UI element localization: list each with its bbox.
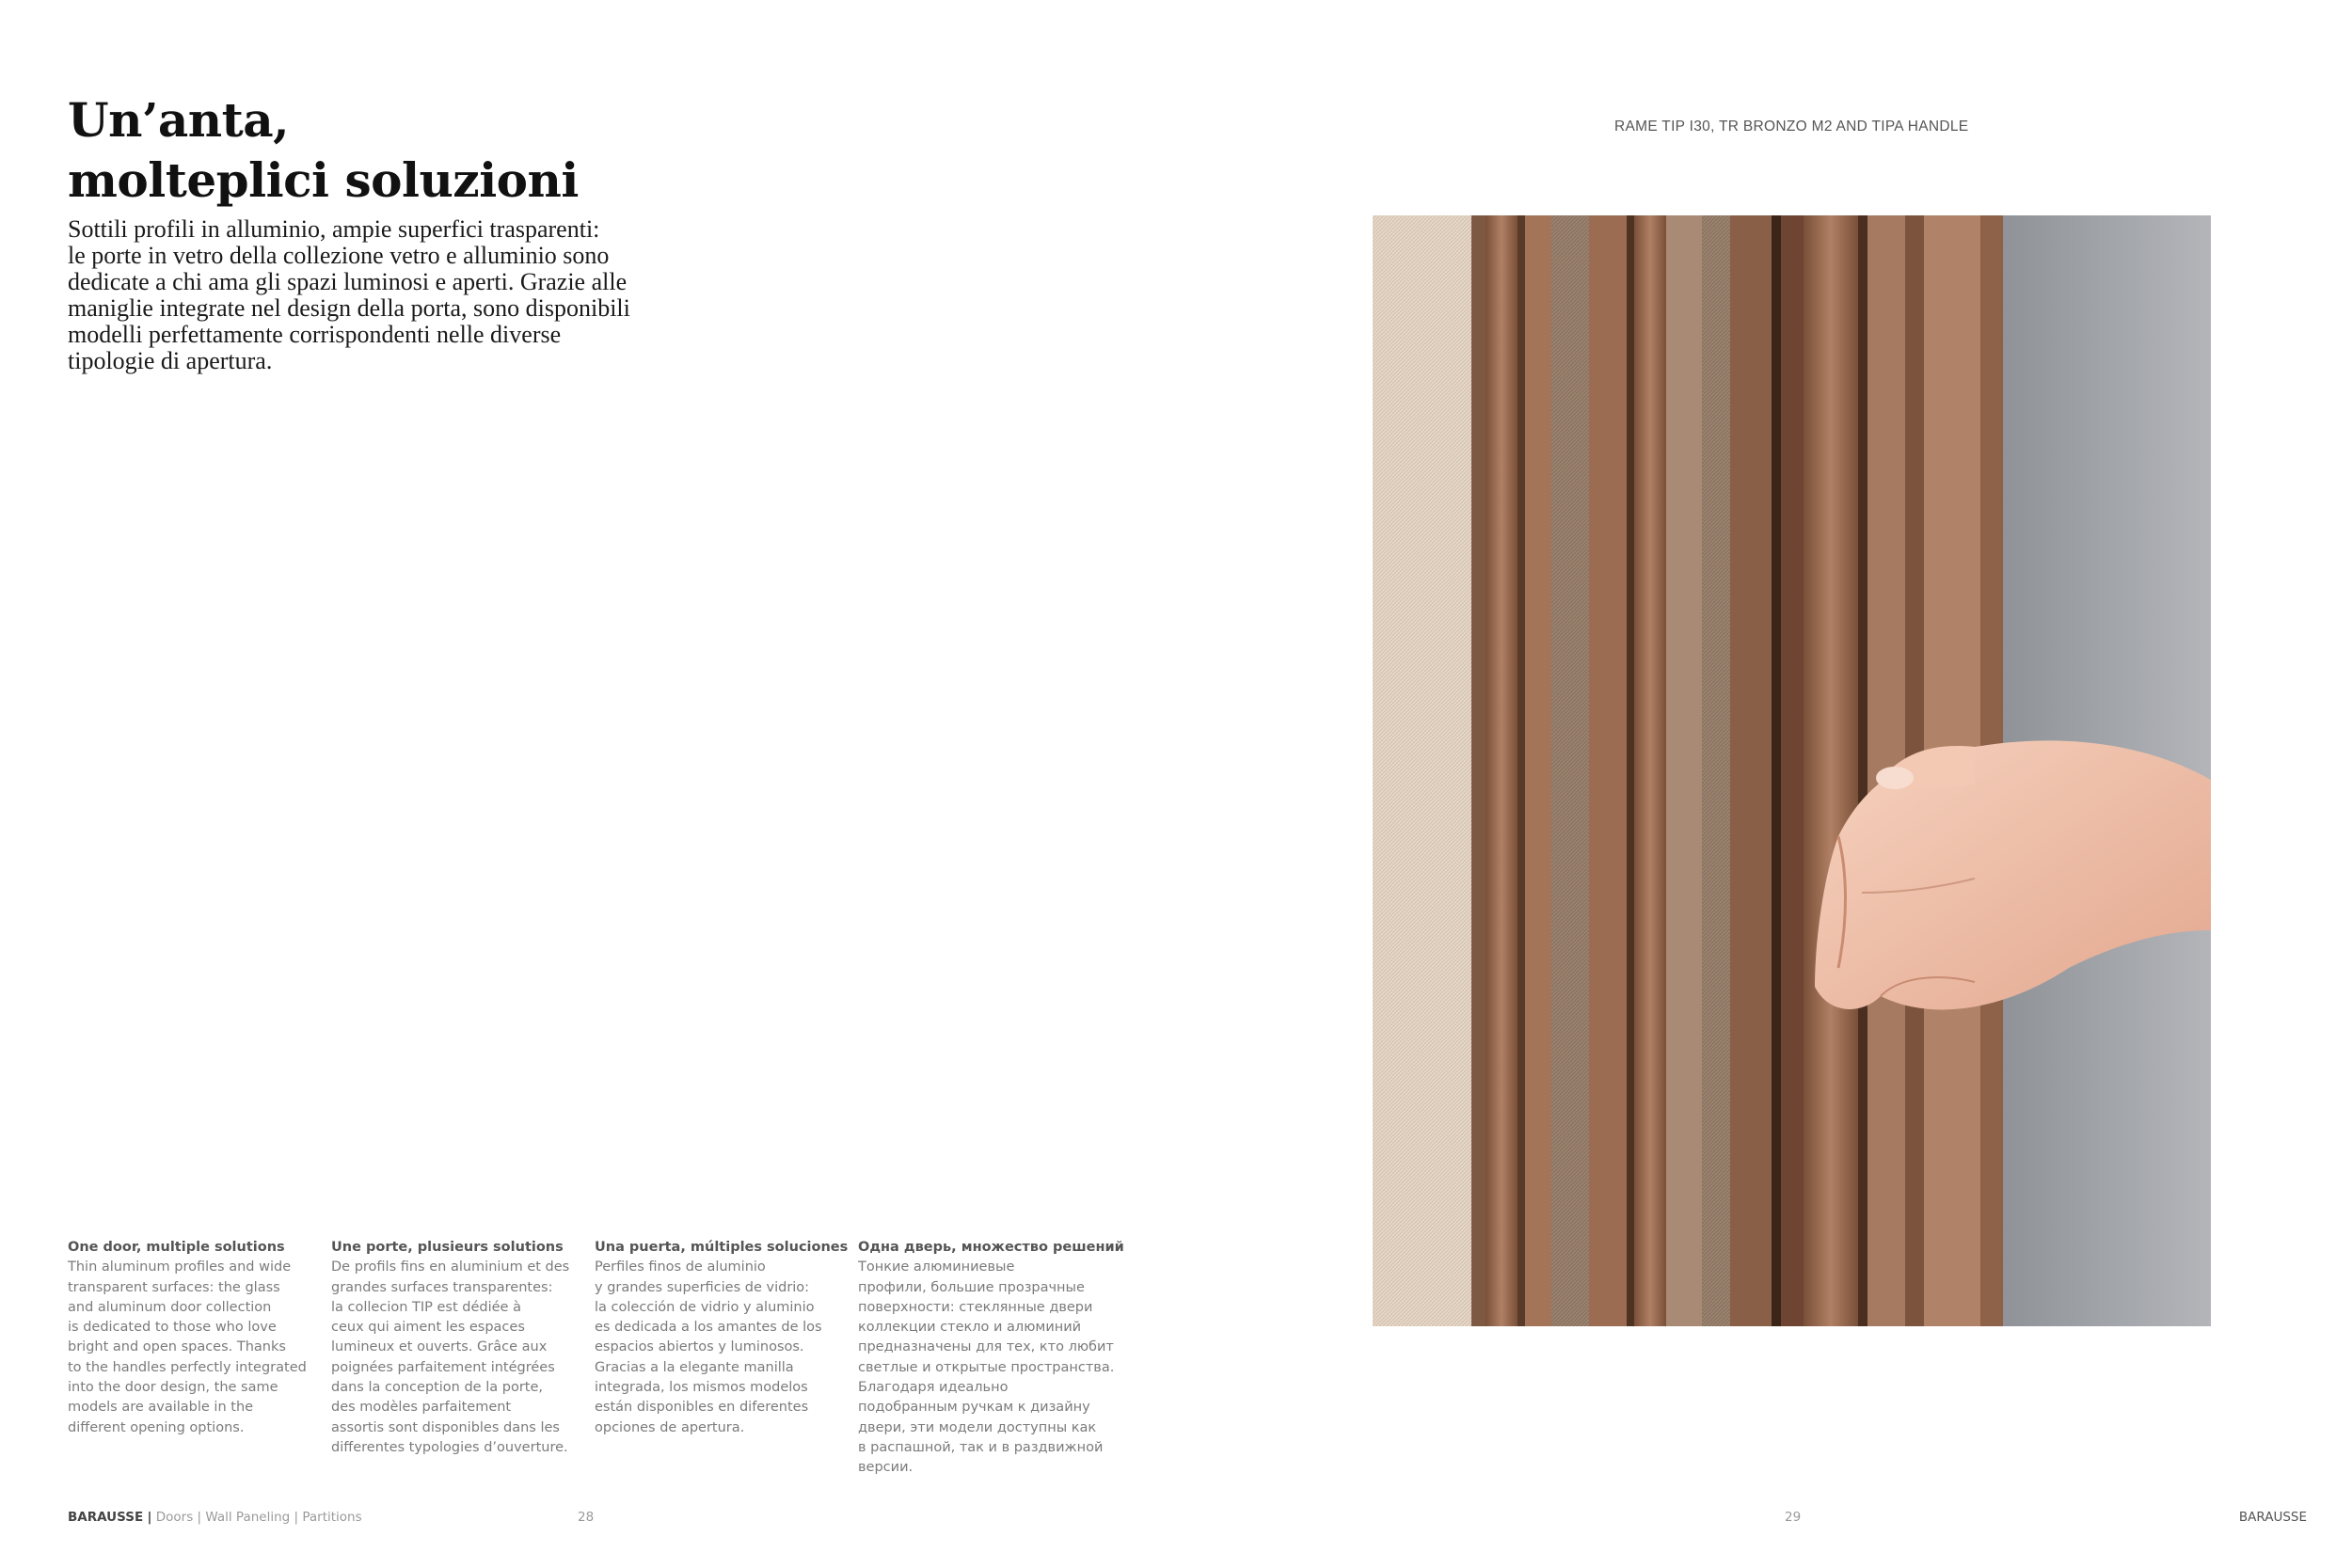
column-line: Благодаря идеально <box>858 1380 1009 1396</box>
page-number-left: 28 <box>578 1510 595 1525</box>
column-line: поверхности: стеклянные двери <box>858 1299 1093 1315</box>
mesh-glass <box>1373 215 1476 1326</box>
column-line: De profils fins en aluminium et des <box>331 1259 570 1275</box>
column-line: la collecion TIP est dédiée à <box>331 1299 521 1315</box>
column-line: профили, большие прозрачные <box>858 1279 1085 1295</box>
intro-paragraph <box>68 216 670 374</box>
column-line: están disponibles en diferentes <box>595 1400 809 1416</box>
intro-line: modelli perfettamente corrispondenti nelle diverse <box>68 321 562 348</box>
column-line: версии. <box>858 1460 914 1476</box>
column-line: ceux qui aiment les espaces <box>331 1320 525 1336</box>
page-number-right: 29 <box>1785 1510 1802 1525</box>
column-line: transparent surfaces: the glass <box>68 1279 280 1295</box>
column-line: Perfiles finos de aluminio <box>595 1259 766 1275</box>
column-russian <box>858 1238 1124 1479</box>
column-line: integrada, los mismos modelos <box>595 1380 808 1396</box>
column-title: One door, multiple solutions <box>68 1240 285 1255</box>
intro-line: maniglie integrate nel design della porta, sono disponibili <box>68 294 630 322</box>
footer-sections: Doors | Wall Paneling | Partitions <box>155 1510 362 1525</box>
column-line: models are available in the <box>68 1400 254 1416</box>
column-line: Thin aluminum profiles and wide <box>68 1259 292 1275</box>
column-line: assortis sont disponibles dans les <box>331 1419 560 1435</box>
column-line: y grandes superficies de vidrio: <box>595 1279 810 1295</box>
column-line: подобранным ручкам к дизайну <box>858 1400 1090 1416</box>
column-line: dans la conception de la porte, <box>331 1380 543 1396</box>
footer-brand-right: BARAUSSE <box>2238 1510 2307 1525</box>
column-french <box>331 1238 583 1458</box>
column-english <box>68 1238 320 1438</box>
column-line: differentes typologies d’ouverture. <box>331 1439 568 1455</box>
column-line: светлые и открытые пространства. <box>858 1359 1115 1375</box>
column-line: коллекции стекло и алюминий <box>858 1320 1082 1336</box>
column-line: la colección de vidrio y aluminio <box>595 1299 815 1315</box>
photo-caption: RAME TIP I30, TR BRONZO M2 AND TIPA HANDLE <box>1614 119 1969 135</box>
footer-left <box>68 1510 362 1525</box>
intro-line: le porte in vetro della collezione vetro e alluminio sono <box>68 242 610 269</box>
column-line: des modèles parfaitement <box>331 1400 512 1416</box>
column-line: двери, эти модели доступны как <box>858 1419 1097 1435</box>
column-line: into the door design, the same <box>68 1380 278 1396</box>
product-photo <box>1373 215 2211 1326</box>
column-line: grandes surfaces transparentes: <box>331 1279 553 1295</box>
column-title: Une porte, plusieurs solutions <box>331 1240 564 1255</box>
column-line: to the handles perfectly integrated <box>68 1359 307 1375</box>
title-line-1: Un’anta, <box>68 92 290 148</box>
column-line: в распашной, так и в раздвижной <box>858 1439 1104 1455</box>
intro-line: dedicate a chi ama gli spazi luminosi e aperti. Grazie alle <box>68 268 628 295</box>
footer-brand: BARAUSSE <box>68 1510 144 1525</box>
column-line: and aluminum door collection <box>68 1299 272 1315</box>
intro-line: Sottili profili in alluminio, ampie superfici trasparenti: <box>68 215 600 243</box>
column-line: bright and open spaces. Thanks <box>68 1339 286 1355</box>
column-line: espacios abiertos y luminosos. <box>595 1339 804 1355</box>
footer-separator: | <box>147 1510 152 1525</box>
column-line: Gracias a la elegante manilla <box>595 1359 794 1375</box>
column-spanish <box>595 1238 847 1438</box>
column-line: lumineux et ouverts. Grâce aux <box>331 1339 548 1355</box>
column-title: Una puerta, múltiples soluciones <box>595 1240 849 1255</box>
intro-line: tipologie di apertura. <box>68 347 273 374</box>
column-line: is dedicated to those who love <box>68 1320 277 1336</box>
column-line: es dedicada a los amantes de los <box>595 1320 822 1336</box>
page-title <box>68 90 579 211</box>
title-line-2: molteplici soluzioni <box>68 152 579 208</box>
column-line: different opening options. <box>68 1419 245 1435</box>
column-line: предназначены для тех, кто любит <box>858 1339 1114 1355</box>
column-line: poignées parfaitement intégrées <box>331 1359 555 1375</box>
column-line: opciones de apertura. <box>595 1419 745 1435</box>
column-title: Одна дверь, множество решений <box>858 1240 1124 1255</box>
column-line: Тонкие алюминиевые <box>858 1259 1015 1275</box>
